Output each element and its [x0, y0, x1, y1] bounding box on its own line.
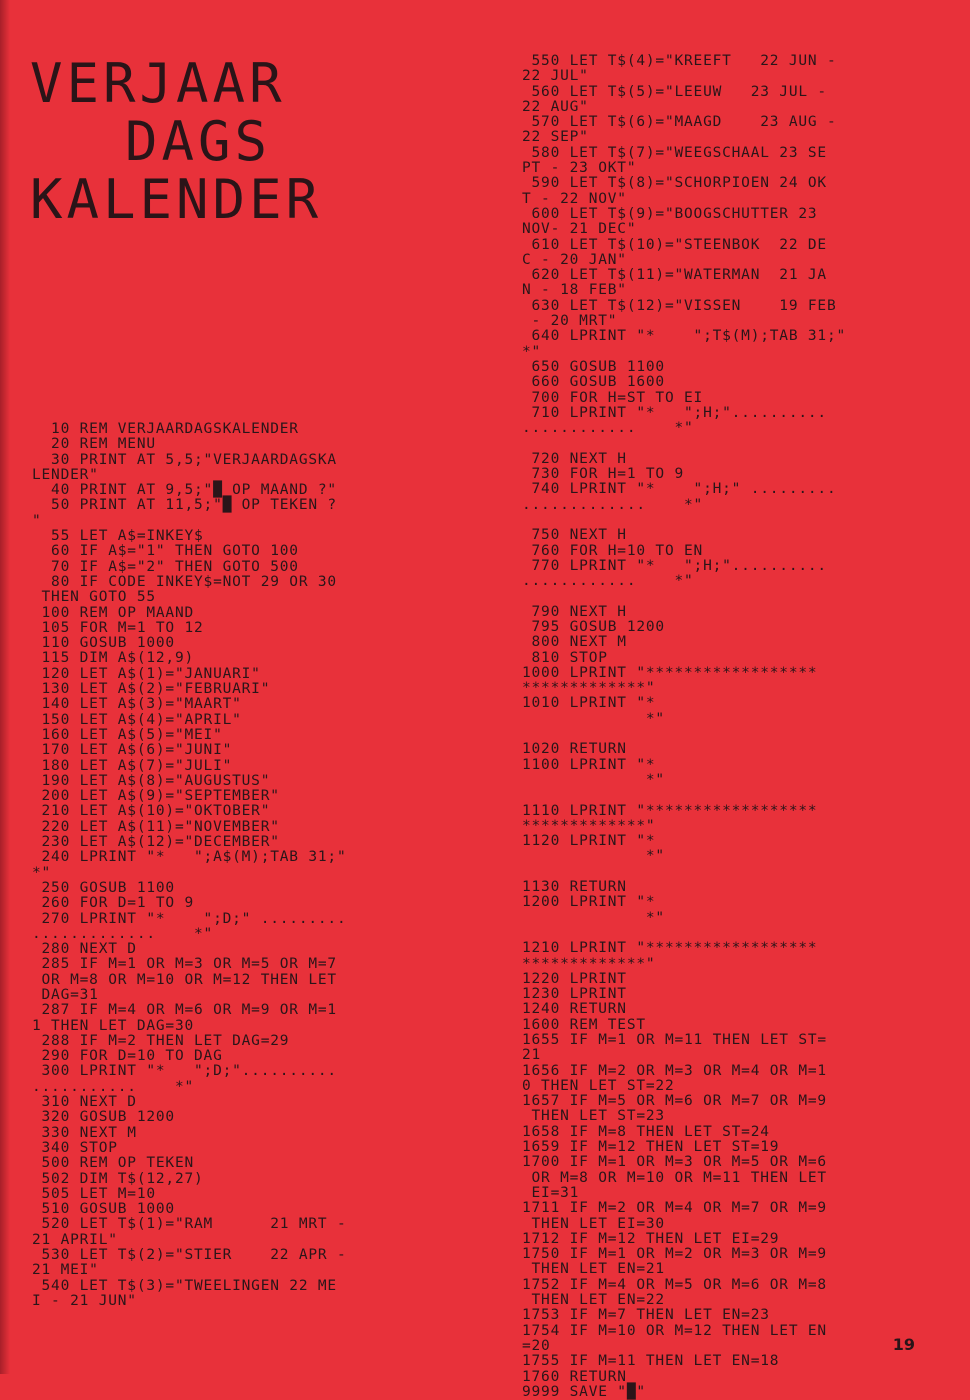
code-line: 190 LET A$(8)="AUGUSTUS": [32, 772, 271, 789]
code-line: 1120 LPRINT "*: [522, 833, 656, 850]
code-line: ............ *": [522, 573, 694, 590]
code-line: 115 DIM A$(12,9): [32, 650, 195, 667]
code-line: 560 LET T$(5)="LEEUW 23 JUL -: [522, 83, 827, 100]
code-line: 1000 LPRINT "******************: [522, 664, 818, 681]
code-line: N - 18 FEB": [522, 282, 627, 299]
code-line: 510 GOSUB 1000: [32, 1201, 175, 1218]
code-line: 1 THEN LET DAG=30: [32, 1017, 195, 1034]
code-line: 1755 IF M=11 THEN LET EN=18: [522, 1353, 780, 1370]
code-line: 140 LET A$(3)="MAART": [32, 696, 242, 713]
code-line: LENDER": [32, 466, 99, 483]
code-line: 320 GOSUB 1200: [32, 1109, 175, 1126]
code-line: 1600 REM TEST: [522, 1016, 646, 1033]
program-listing-right: [522, 54, 912, 1400]
code-line: 22 SEP": [522, 129, 589, 146]
code-line: 1659 IF M=12 THEN LET ST=19: [522, 1139, 780, 1156]
code-line: 100 REM OP MAAND: [32, 604, 195, 621]
code-line: 60 IF A$="1" THEN GOTO 100: [32, 543, 299, 560]
code-line: 505 LET M=10: [32, 1185, 156, 1202]
code-line: 230 LET A$(12)="DECEMBER": [32, 834, 280, 851]
code-line: 570 LET T$(6)="MAAGD 23 AUG -: [522, 114, 837, 131]
code-line: C - 20 JAN": [522, 251, 627, 268]
code-line: 150 LET A$(4)="APRIL": [32, 711, 242, 728]
code-line: 800 NEXT M: [522, 634, 627, 651]
title-line-1: VERJAAR: [30, 52, 286, 115]
code-line: 620 LET T$(11)="WATERMAN 21 JA: [522, 267, 827, 284]
code-line: 520 LET T$(1)="RAM 21 MRT -: [32, 1216, 347, 1233]
code-line: 9999 SAVE "█": [522, 1383, 646, 1400]
code-line: THEN LET EN=21: [522, 1261, 665, 1278]
code-line: PT - 23 OKT": [522, 160, 637, 177]
code-line: OR M=8 OR M=10 OR M=12 THEN LET: [32, 971, 337, 988]
code-line: [522, 513, 912, 528]
code-line: 1220 LPRINT: [522, 970, 627, 987]
code-line: 330 NEXT M: [32, 1124, 137, 1141]
code-line: 110 GOSUB 1000: [32, 635, 175, 652]
code-line: 200 LET A$(9)="SEPTEMBER": [32, 788, 280, 805]
code-line: 1711 IF M=2 OR M=4 OR M=7 OR M=9: [522, 1200, 827, 1217]
code-line: ............ *": [522, 420, 694, 437]
code-line: 10 REM VERJAARDAGSKALENDER: [32, 421, 299, 437]
code-line: *************": [522, 955, 656, 972]
code-line: ": [32, 512, 42, 529]
code-line: [522, 865, 912, 880]
code-line: 1753 IF M=7 THEN LET EN=23: [522, 1307, 770, 1324]
code-line: 1110 LPRINT "******************: [522, 802, 818, 819]
code-line: 340 STOP: [32, 1139, 118, 1156]
code-line: 1754 IF M=10 OR M=12 THEN LET EN: [522, 1322, 827, 1339]
code-line: [522, 788, 912, 803]
code-line: ............. *": [32, 925, 214, 942]
code-line: *************": [522, 680, 656, 697]
code-line: 20 REM MENU: [32, 436, 156, 453]
page-title: [30, 52, 400, 231]
code-line: 1712 IF M=12 THEN LET EI=29: [522, 1230, 780, 1247]
code-line: 80 IF CODE INKEY$=NOT 29 OR 30: [32, 573, 337, 590]
code-line: *": [522, 771, 665, 788]
code-line: 285 IF M=1 OR M=3 OR M=5 OR M=7: [32, 956, 337, 973]
code-line: *": [522, 710, 665, 727]
code-line: 630 LET T$(12)="VISSEN 19 FEB: [522, 297, 837, 314]
code-line: THEN GOTO 55: [32, 589, 156, 606]
code-line: 1230 LPRINT: [522, 986, 627, 1003]
code-line: - 20 MRT": [522, 313, 618, 330]
code-line: 40 PRINT AT 9,5;"█ OP MAAND ?": [32, 482, 337, 499]
code-line: 650 GOSUB 1100: [522, 358, 665, 375]
code-line: 22 AUG": [522, 98, 589, 115]
code-line: 55 LET A$=INKEY$: [32, 528, 204, 545]
code-line: 530 LET T$(2)="STIER 22 APR -: [32, 1247, 347, 1264]
code-line: 70 IF A$="2" THEN GOTO 500: [32, 558, 299, 575]
code-line: 300 LPRINT "* ";D;"..........: [32, 1063, 337, 1080]
code-line: =20: [522, 1337, 551, 1354]
code-line: 220 LET A$(11)="NOVEMBER": [32, 818, 280, 835]
code-line: 21: [522, 1047, 542, 1064]
code-line: 550 LET T$(4)="KREEFT 22 JUN -: [522, 53, 837, 69]
code-line: 21 APRIL": [32, 1231, 118, 1248]
code-line: 1130 RETURN: [522, 879, 627, 896]
program-listing-left: [32, 422, 402, 1309]
code-line: 288 IF M=2 THEN LET DAG=29: [32, 1032, 290, 1049]
code-line: 290 FOR D=10 TO DAG: [32, 1048, 223, 1065]
code-line: 540 LET T$(3)="TWEELINGEN 22 ME: [32, 1277, 337, 1294]
code-line: 50 PRINT AT 11,5;"█ OP TEKEN ?: [32, 497, 337, 514]
code-line: 750 NEXT H: [522, 527, 627, 544]
code-line: *": [522, 909, 665, 926]
code-line: *": [522, 343, 542, 360]
binding-edge-shadow: [0, 0, 10, 1374]
code-line: 250 GOSUB 1100: [32, 879, 175, 896]
code-line: 580 LET T$(7)="WEEGSCHAAL 23 SE: [522, 144, 827, 161]
title-line-2: DAGS: [125, 110, 272, 173]
code-line: DAG=31: [32, 986, 99, 1003]
code-line: *************": [522, 817, 656, 834]
code-line: 260 FOR D=1 TO 9: [32, 895, 195, 912]
code-line: 287 IF M=4 OR M=6 OR M=9 OR M=1: [32, 1002, 337, 1019]
code-line: 1656 IF M=2 OR M=3 OR M=4 OR M=1: [522, 1062, 827, 1079]
code-line: THEN LET EN=22: [522, 1292, 665, 1309]
code-line: 710 LPRINT "* ";H;"..........: [522, 404, 827, 421]
code-line: 790 NEXT H: [522, 603, 627, 620]
code-line: 1752 IF M=4 OR M=5 OR M=6 OR M=8: [522, 1276, 827, 1293]
code-line: 1020 RETURN: [522, 741, 627, 758]
code-line: 130 LET A$(2)="FEBRUARI": [32, 681, 271, 698]
code-line: 120 LET A$(1)="JANUARI": [32, 665, 261, 682]
code-line: 30 PRINT AT 5,5;"VERJAARDAGSKA: [32, 451, 337, 468]
code-line: 1010 LPRINT "*: [522, 695, 656, 712]
code-line: [522, 926, 912, 941]
code-line: 105 FOR M=1 TO 12: [32, 619, 204, 636]
code-line: 770 LPRINT "* ";H;"..........: [522, 557, 827, 574]
code-line: I - 21 JUN": [32, 1292, 137, 1309]
code-line: [522, 589, 912, 604]
code-line: 1700 IF M=1 OR M=3 OR M=5 OR M=6: [522, 1154, 827, 1171]
code-line: 1760 RETURN: [522, 1368, 627, 1385]
code-line: 730 FOR H=1 TO 9: [522, 466, 685, 483]
code-line: 610 LET T$(10)="STEENBOK 22 DE: [522, 236, 827, 253]
code-line: 1658 IF M=8 THEN LET ST=24: [522, 1123, 770, 1140]
code-line: 160 LET A$(5)="MEI": [32, 726, 223, 743]
code-line: 1750 IF M=1 OR M=2 OR M=3 OR M=9: [522, 1246, 827, 1263]
code-line: *": [32, 864, 52, 881]
code-line: OR M=8 OR M=10 OR M=11 THEN LET: [522, 1169, 827, 1186]
code-line: 1210 LPRINT "******************: [522, 940, 818, 957]
code-line: 210 LET A$(10)="OKTOBER": [32, 803, 271, 820]
code-line: 1100 LPRINT "*: [522, 756, 656, 773]
code-line: THEN LET ST=23: [522, 1108, 665, 1125]
code-line: NOV- 21 DEC": [522, 221, 637, 238]
code-line: 502 DIM T$(12,27): [32, 1170, 204, 1187]
code-line: 810 STOP: [522, 649, 608, 666]
code-line: 180 LET A$(7)="JULI": [32, 757, 233, 774]
code-line: 21 MEI": [32, 1262, 99, 1279]
code-line: 280 NEXT D: [32, 941, 137, 958]
code-line: 640 LPRINT "* ";T$(M);TAB 31;": [522, 328, 847, 345]
code-line: THEN LET EI=30: [522, 1215, 665, 1232]
title-line-3: KALENDER: [30, 168, 323, 231]
code-line: 310 NEXT D: [32, 1094, 137, 1111]
page-number: 19: [892, 1335, 915, 1354]
code-line: T - 22 NOV": [522, 190, 627, 207]
code-line: 1655 IF M=1 OR M=11 THEN LET ST=: [522, 1032, 827, 1048]
code-line: 660 GOSUB 1600: [522, 374, 665, 391]
code-line: 700 FOR H=ST TO EI: [522, 389, 704, 406]
code-line: 760 FOR H=10 TO EN: [522, 542, 704, 559]
code-line: 170 LET A$(6)="JUNI": [32, 742, 233, 759]
code-line: 720 NEXT H: [522, 450, 627, 467]
code-line: [522, 436, 912, 451]
code-line: 600 LET T$(9)="BOOGSCHUTTER 23: [522, 205, 818, 222]
code-line: ............. *": [522, 496, 704, 513]
code-line: 500 REM OP TEKEN: [32, 1155, 195, 1172]
code-line: 590 LET T$(8)="SCHORPIOEN 24 OK: [522, 175, 827, 192]
code-line: 740 LPRINT "* ";H;" .........: [522, 481, 837, 498]
code-line: 1240 RETURN: [522, 1001, 627, 1018]
code-line: 0 THEN LET ST=22: [522, 1077, 675, 1094]
code-line: 1200 LPRINT "*: [522, 894, 656, 911]
code-line: ........... *": [32, 1078, 195, 1095]
code-line: 795 GOSUB 1200: [522, 618, 665, 635]
code-line: EI=31: [522, 1184, 580, 1201]
code-line: 1657 IF M=5 OR M=6 OR M=7 OR M=9: [522, 1093, 827, 1110]
code-line: [522, 727, 912, 742]
code-line: 240 LPRINT "* ";A$(M);TAB 31;": [32, 849, 347, 866]
code-line: 22 JUL": [522, 68, 589, 85]
code-line: 270 LPRINT "* ";D;" .........: [32, 910, 347, 927]
code-line: *": [522, 848, 665, 865]
